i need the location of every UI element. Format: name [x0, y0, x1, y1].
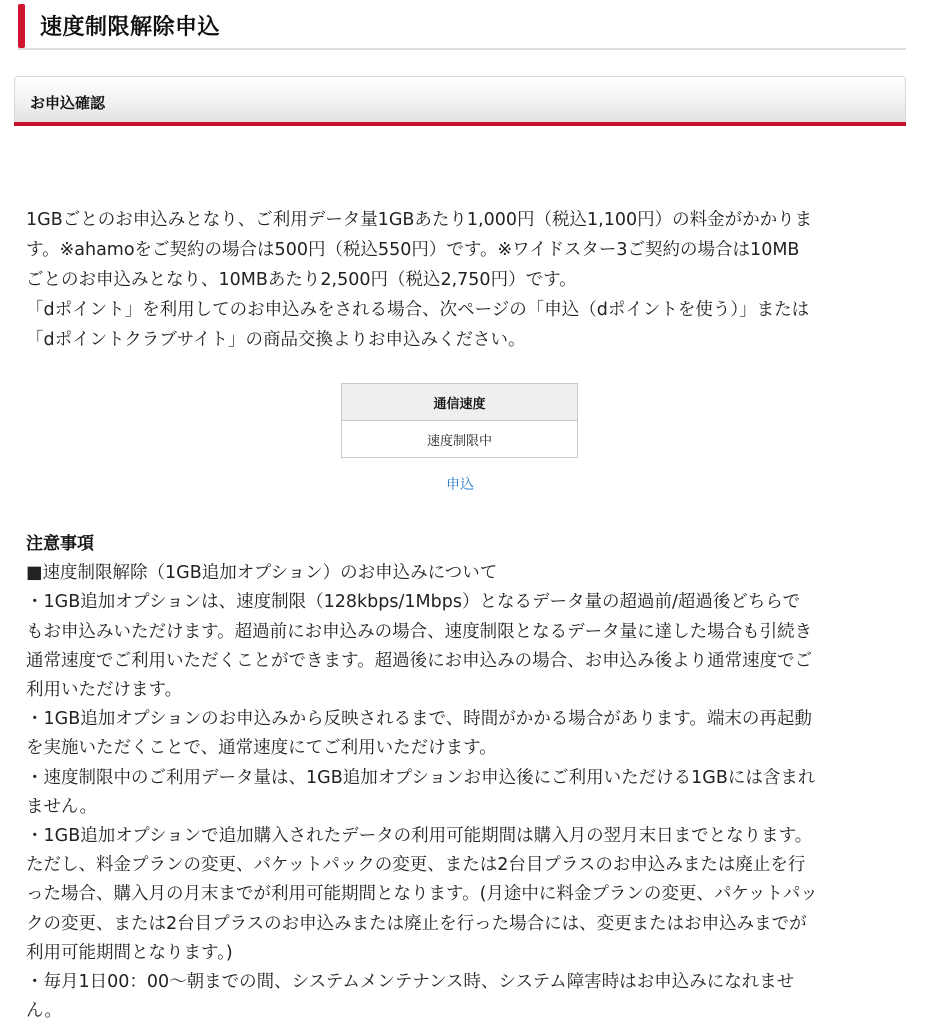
title-accent-bar — [18, 4, 25, 48]
notes-line: ません。 — [26, 796, 98, 817]
notes-line: もお申込みいただけます。超過前にお申込みの場合、速度制限となるデータ量に達した場合も引続き — [26, 621, 813, 642]
speed-column-header: 通信速度 — [342, 384, 578, 421]
intro-line: す。※ahamoをご契約の場合は500円（税込550円）です。※ワイドスター3ご契約の場合は10MB — [26, 240, 800, 260]
notes-line: クの変更、または2台目プラスのお申込みまたは廃止を行った場合には、変更またはお申込みまでが — [26, 913, 807, 934]
speed-table — [341, 383, 578, 458]
intro-line: 「dポイント」を利用してのお申込みをされる場合、次ページの「申込（dポイントを使う）」または — [26, 300, 810, 320]
notes-line: 利用いただけます。 — [26, 680, 183, 701]
page-title-bar — [18, 4, 906, 50]
notes-line: を実施いただくことで、通常速度にてご利用いただけます。 — [26, 738, 497, 759]
notes-line: ・1GB追加オプションのお申込みから反映されるまで、時間がかかる場合があります。端末の再起動 — [26, 709, 812, 730]
table-header-row — [342, 384, 578, 421]
section-divider — [14, 122, 906, 126]
apply-link[interactable]: 申込 — [446, 477, 474, 493]
notes-line: ・1GB追加オプションは、速度制限（128kbps/1Mbps）となるデータ量の超過前/超過後どちらで — [26, 592, 801, 613]
table-row — [342, 421, 578, 458]
notes-line: ・速度制限中のご利用データ量は、1GB追加オプションお申込後にご利用いただける1GBには含まれ — [26, 767, 816, 788]
notes-heading: 注意事項 — [26, 534, 94, 554]
intro-text — [26, 205, 906, 355]
section-title: お申込確認 — [30, 94, 106, 112]
intro-line: 「dポイントクラブサイト」の商品交換よりお申込みください。 — [26, 330, 526, 350]
intro-line: 1GBごとのお申込みとなり、ご利用データ量1GBあたり1,000円（税込1,100円）の料金がかかりま — [26, 210, 813, 230]
notes-section — [26, 530, 906, 1024]
speed-status-cell: 速度制限中 — [342, 421, 578, 458]
notes-line: ・毎月1日00：00〜朝までの間、システムメンテナンス時、システム障害時はお申込みになれませ — [26, 972, 795, 993]
intro-line: ごとのお申込みとなり、10MBあたり2,500円（税込2,750円）です。 — [26, 270, 577, 290]
page-title: 速度制限解除申込 — [40, 15, 221, 40]
notes-line: ん。 — [26, 1001, 63, 1022]
notes-line: ただし、料金プランの変更、パケットパックの変更、または2台目プラスのお申込みまたは廃止を行 — [26, 855, 806, 876]
notes-line: った場合、購入月の月末までが利用可能期間となります。(月途中に料金プランの変更、パケットパッ — [26, 884, 818, 905]
notes-line: 利用可能期間となります。) — [26, 942, 233, 963]
notes-line: 通常速度でご利用いただくことができます。超過後にお申込みの場合、お申込み後より通常速度でご — [26, 650, 813, 671]
notes-line: ・1GB追加オプションで追加購入されたデータの利用可能期間は購入月の翌月末日までとなります。 — [26, 826, 813, 847]
notes-line: ■速度制限解除（1GB追加オプション）のお申込みについて — [26, 563, 498, 584]
section-header — [14, 76, 906, 123]
